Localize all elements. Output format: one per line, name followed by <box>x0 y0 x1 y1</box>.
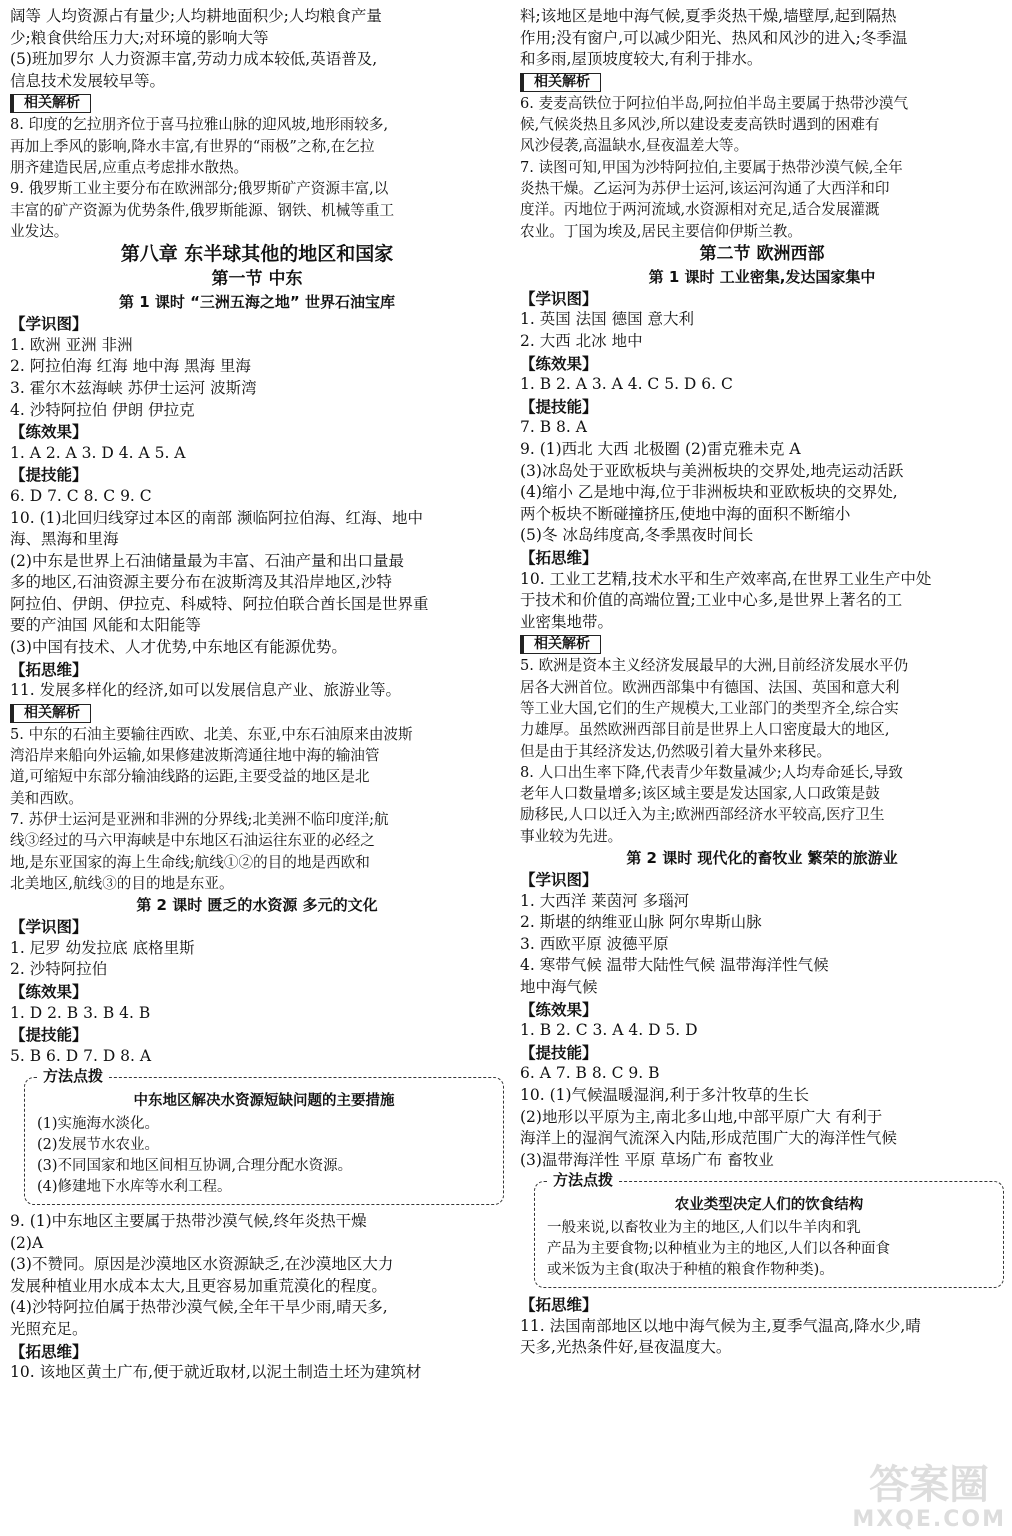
text-line: (3)不赞同。原因是沙漠地区水资源缺乏,在沙漠地区大力 <box>10 1255 394 1274</box>
section-label: 【练效果】 <box>10 422 88 442</box>
analysis-line: 道,可缩短中东部分输油线路的运距,主要受益的地区是北 <box>10 768 370 786</box>
analysis-line: 7. 苏伊士运河是亚洲和非洲的分界线;北美洲不临印度洋;航 <box>10 811 389 829</box>
section-label: 【拓思维】 <box>520 1294 598 1314</box>
section-label: 【练效果】 <box>10 982 88 1001</box>
method-tip-title: 方法点拨 <box>37 1066 109 1088</box>
analysis-line: 再加上季风的影响,降水丰富,有世界的“雨极”之称,在乞拉 <box>10 137 375 155</box>
analysis-line: 朋齐建造民居,应重点考虑排水散热。 <box>10 158 249 176</box>
text-line: 3. 霍尔木兹海峡 苏伊士运河 波斯湾 <box>10 378 257 397</box>
text-line: 海、黑海和里海 <box>10 530 119 549</box>
section-label: 【提技能】 <box>520 396 598 416</box>
text-line: 11. 法国南部地区以地中海气候为主,夏季气温高,降水少,晴 <box>520 1316 921 1335</box>
text-line: 1. 大西洋 莱茵河 多瑙河 <box>520 891 690 910</box>
method-tip-heading: 农业类型决定人们的饮食结构 <box>674 1196 864 1214</box>
section-title: 第二节 欧洲西部 <box>699 243 825 264</box>
analysis-line: 湾沿岸来船向外运输,如果修建波斯湾通往地中海的输油管 <box>10 747 380 765</box>
text-line: 作用;没有窗户,可以减少阳光、热风和风沙的进入;冬季温 <box>520 28 908 47</box>
method-tip-heading: 中东地区解决水资源短缺问题的主要措施 <box>133 1092 395 1110</box>
text-line: 少;粮食供给压力大;对环境的影响大等 <box>10 28 269 47</box>
text-line: 2. 沙特阿拉伯 <box>10 960 108 979</box>
text-line: 10. (1)气候温暖湿润,利于多汁牧草的生长 <box>520 1085 809 1104</box>
text-line: 9. (1)西北 大西 北极圈 (2)雷克雅未克 A <box>520 440 801 459</box>
method-tip-line: 或米饭为主食(取决于种植的粮食作物种类)。 <box>547 1261 834 1278</box>
analysis-line: 但是由于其经济发达,仍然吸引着大量外来移民。 <box>520 742 832 760</box>
text-line: 6. D 7. C 8. C 9. C <box>10 486 152 505</box>
text-line: 阿拉伯、伊朗、伊拉克、科威特、阿拉伯联合酋长国是世界重 <box>10 594 429 613</box>
analysis-tag: 相关解析 <box>10 704 91 723</box>
text-line: (5)冬 冰岛纬度高,冬季黑夜时间长 <box>520 526 754 545</box>
analysis-line: 7. 读图可知,甲国为沙特阿拉伯,主要属于热带沙漠气候,全年 <box>520 158 903 176</box>
text-line: (4)沙特阿拉伯属于热带沙漠气候,全年干旱少雨,晴天多, <box>10 1298 388 1317</box>
analysis-line: 5. 中东的石油主要输往西欧、北美、东亚,中东石油原来由波斯 <box>10 725 413 743</box>
text-line: 于技术和价值的高端位置;工业中心多,是世界上著名的工 <box>520 591 903 610</box>
section-label: 【学识图】 <box>10 917 88 937</box>
text-line: 7. B 8. A <box>520 418 587 437</box>
text-line: 光照充足。 <box>10 1319 88 1338</box>
text-line: 1. 欧洲 亚洲 非洲 <box>10 335 133 354</box>
text-line: 发展种植业用水成本太大,且更容易加重荒漠化的程度。 <box>10 1276 387 1295</box>
watermark-logo: 答案圈 <box>869 1462 990 1508</box>
lesson-title: 第 2 课时 现代化的畜牧业 繁荣的旅游业 <box>626 849 898 868</box>
text-line: 海洋上的湿润气流深入内陆,形成范围广大的海洋性气候 <box>520 1129 897 1148</box>
text-line: 信息技术发展较早等。 <box>10 71 166 90</box>
analysis-line: 炎热干燥。乙运河为苏伊士运河,该运河沟通了大西洋和印 <box>520 179 890 197</box>
analysis-tag: 相关解析 <box>520 635 601 654</box>
text-line: 和多雨,屋顶坡度较大,有利于排水。 <box>520 50 763 69</box>
analysis-line: 8. 人口出生率下降,代表青少年数量减少;人均寿命延长,导致 <box>520 763 904 781</box>
text-line: 天多,光热条件好,昼夜温度大。 <box>520 1338 732 1357</box>
analysis-line: 9. 俄罗斯工业主要分布在欧洲部分;俄罗斯矿产资源丰富,以 <box>10 180 389 198</box>
lesson-title: 第 1 课时 “三洲五海之地” 世界石油宝库 <box>118 293 396 312</box>
analysis-line: 6. 麦麦高铁位于阿拉伯半岛,阿拉伯半岛主要属于热带沙漠气 <box>520 94 909 112</box>
text-line: 1. D 2. B 3. B 4. B <box>10 1003 151 1022</box>
text-line: (5)班加罗尔 人力资源丰富,劳动力成本较低,英语普及, <box>10 50 378 69</box>
analysis-tag-row <box>10 702 504 724</box>
text-line: 业密集地带。 <box>520 612 614 631</box>
right-column <box>520 6 1004 1359</box>
text-line: (3)温带海洋性 平原 草场广布 畜牧业 <box>520 1150 774 1169</box>
text-line: 地中海气候 <box>520 978 598 996</box>
section-label: 【拓思维】 <box>10 1341 88 1361</box>
analysis-tag: 相关解析 <box>10 94 91 113</box>
lesson-title: 第 2 课时 匮乏的水资源 多元的文化 <box>136 896 378 915</box>
text-line: 2. 大西 北冰 地中 <box>520 332 643 351</box>
section-label: 【提技能】 <box>10 1025 88 1045</box>
analysis-line: 度洋。丙地位于两河流域,水资源相对充足,适合发展灌溉 <box>520 201 880 219</box>
method-tip-line: (1)实施海水淡化。 <box>37 1115 160 1132</box>
method-tip-box <box>24 1067 504 1205</box>
analysis-line: 丰富的矿产资源为优势条件,俄罗斯能源、钢铁、机械等重工 <box>10 201 395 219</box>
section-label: 【练效果】 <box>520 353 598 373</box>
watermark <box>852 1463 1006 1532</box>
analysis-line: 线③经过的马六甲海峡是中东地区石油运往东亚的必经之 <box>10 832 375 850</box>
text-line: 阔等 人均资源占有量少;人均耕地面积少;人均粮食产量 <box>10 7 382 25</box>
text-line: 2. 阿拉伯海 红海 地中海 黑海 里海 <box>10 357 251 376</box>
text-line: 两个板块不断碰撞挤压,使地中海的面积不断缩小 <box>520 504 851 523</box>
watermark-url: MXQE.COM <box>852 1507 1006 1532</box>
method-tip-line: (4)修建地下水库等水利工程。 <box>37 1178 232 1195</box>
lesson-title: 第 1 课时 工业密集,发达国家集中 <box>648 267 876 286</box>
text-line: 4. 寒带气候 温带大陆性气候 温带海洋性气候 <box>520 956 829 975</box>
text-line: (3)冰岛处于亚欧板块与美洲板块的交界处,地壳运动活跃 <box>520 461 904 480</box>
text-line: (3)中国有技术、人才优势,中东地区有能源优势。 <box>10 638 347 657</box>
analysis-line: 5. 欧洲是资本主义经济发展最早的大洲,目前经济发展水平仍 <box>520 657 909 675</box>
analysis-line: 居各大洲首位。欧洲西部集中有德国、法国、英国和意大利 <box>520 678 900 696</box>
analysis-line: 老年人口数量增多;该区域主要是发达国家,人口政策是鼓 <box>520 785 880 803</box>
section-label: 【学识图】 <box>520 288 598 308</box>
analysis-line: 农业。丁国为埃及,居民主要信仰伊斯兰教。 <box>520 222 802 240</box>
method-tip-line: (2)发展节水农业。 <box>37 1136 160 1153</box>
text-line: 6. A 7. B 8. C 9. B <box>520 1064 660 1083</box>
text-line: 10. 该地区黄土广布,便于就近取材,以泥土制造土坯为建筑材 <box>10 1363 422 1382</box>
section-label: 【拓思维】 <box>520 547 598 567</box>
text-line: (2)地形以平原为主,南北多山地,中部平原广大 有利于 <box>520 1107 883 1126</box>
method-tip-title: 方法点拨 <box>547 1170 619 1192</box>
text-line: 1. A 2. A 3. D 4. A 5. A <box>10 443 186 462</box>
section-label: 【学识图】 <box>10 314 88 334</box>
section-label: 【学识图】 <box>520 870 598 890</box>
analysis-line: 等工业大国,它们的生产规模大,工业部门的类型齐全,综合实 <box>520 699 899 717</box>
analysis-line: 候,气候炎热且多风沙,所以建设麦麦高铁时遇到的困难有 <box>520 116 880 134</box>
text-line: 1. B 2. A 3. A 4. C 5. D 6. C <box>520 375 733 394</box>
analysis-tag-row <box>520 633 1004 655</box>
text-line: 10. (1)北回归线穿过本区的南部 濒临阿拉伯海、红海、地中 <box>10 508 423 527</box>
text-line: 1. 英国 法国 德国 意大利 <box>520 310 694 329</box>
analysis-tag-row <box>520 71 1004 93</box>
text-line: 1. B 2. C 3. A 4. D 5. D <box>520 1021 698 1040</box>
analysis-line: 力雄厚。虽然欧洲西部目前是世界上人口密度最大的地区, <box>520 721 890 739</box>
left-column <box>10 6 504 1384</box>
section-label: 【提技能】 <box>520 1042 598 1062</box>
method-tip-line: (3)不同国家和地区间相互协调,合理分配水资源。 <box>37 1157 353 1174</box>
text-line: 3. 西欧平原 波德平原 <box>520 934 669 953</box>
analysis-line: 风沙侵袭,高温缺水,昼夜温差大等。 <box>520 137 749 155</box>
analysis-tag: 相关解析 <box>520 73 601 92</box>
method-tip-line: 一般来说,以畜牧业为主的地区,人们以牛羊肉和乳 <box>547 1219 861 1236</box>
text-line: 2. 斯堪的纳维亚山脉 阿尔卑斯山脉 <box>520 913 762 932</box>
text-line: (4)缩小 乙是地中海,位于非洲板块和亚欧板块的交界处, <box>520 483 898 502</box>
text-line: 要的产油国 风能和太阳能等 <box>10 616 201 635</box>
text-line: 5. B 6. D 7. D 8. A <box>10 1046 152 1065</box>
text-line: 多的地区,石油资源主要分布在波斯湾及其沿岸地区,沙特 <box>10 573 392 592</box>
text-line: 4. 沙特阿拉伯 伊朗 伊拉克 <box>10 400 195 419</box>
text-line: 11. 发展多样化的经济,如可以发展信息产业、旅游业等。 <box>10 681 402 700</box>
analysis-line: 美和西欧。 <box>10 789 83 807</box>
analysis-line: 业发达。 <box>10 222 69 240</box>
text-line: 料;该地区是地中海气候,夏季炎热干燥,墙壁厚,起到隔热 <box>520 7 897 25</box>
text-line: (2)中东是世界上石油储量最为丰富、石油产量和出口量最 <box>10 551 404 570</box>
analysis-line: 地,是东亚国家的海上生命线;航线①②的目的地是西欧和 <box>10 853 370 871</box>
section-label: 【提技能】 <box>10 465 88 485</box>
method-tip-line: 产品为主要食物;以种植业为主的地区,人们以各种面食 <box>547 1240 890 1257</box>
chapter-title: 第八章 东半球其他的地区和国家 <box>120 243 394 266</box>
text-line: 10. 工业工艺精,技术水平和生产效率高,在世界工业生产中处 <box>520 569 932 588</box>
text-line: (2)A <box>10 1233 44 1252</box>
text-line: 9. (1)中东地区主要属于热带沙漠气候,终年炎热干燥 <box>10 1211 367 1230</box>
analysis-line: 事业较为先进。 <box>520 827 623 845</box>
section-title: 第一节 中东 <box>211 269 303 290</box>
analysis-tag-row <box>10 92 504 114</box>
analysis-line: 8. 印度的乞拉朋齐位于喜马拉雅山脉的迎风坡,地形雨较多, <box>10 116 389 134</box>
analysis-line: 北美地区,航线③的目的地是东亚。 <box>10 874 234 892</box>
section-label: 【练效果】 <box>520 999 598 1019</box>
section-label: 【拓思维】 <box>10 659 88 679</box>
method-tip-box <box>534 1171 1004 1288</box>
analysis-line: 励移民,人口以迁入为主;欧洲西部经济水平较高,医疗卫生 <box>520 806 885 824</box>
text-line: 1. 尼罗 幼发拉底 底格里斯 <box>10 938 195 957</box>
